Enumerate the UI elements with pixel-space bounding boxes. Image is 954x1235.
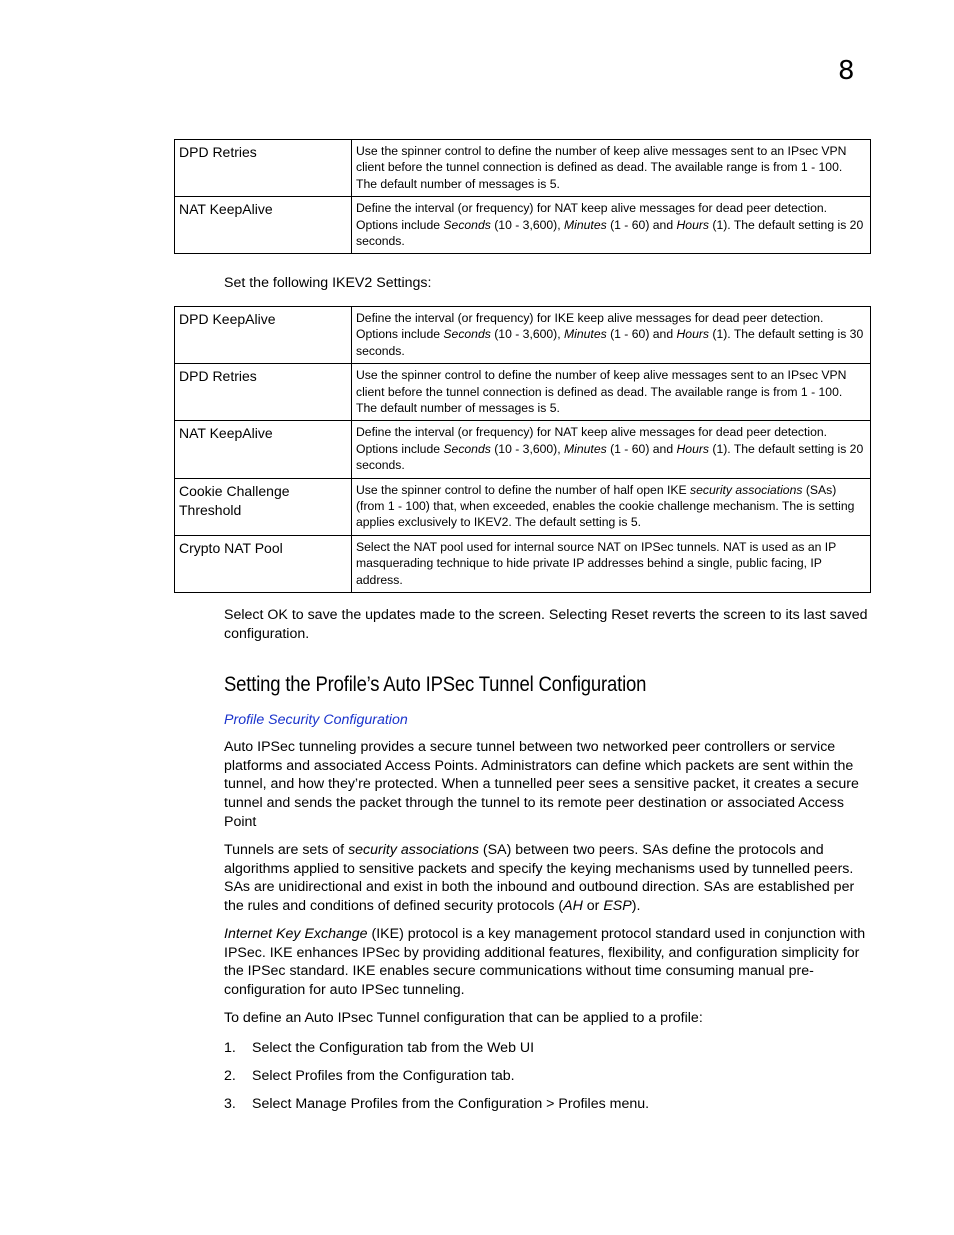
paragraph-define-intro: To define an Auto IPsec Tunnel configuration that can be applied to a profile: — [224, 1010, 703, 1026]
step-text: Select Profiles from the Configuration tab. — [252, 1068, 515, 1084]
paragraph-tunnels: Tunnels are sets of security associations (SA) between two peers. SAs define the protocols and algorithms applied to sensitive packets and specify the keying mechanisms used by tunnelled peers. SAs are unidirectional and exist in both the inbound and outbound direction. SAs are established per the rules and conditions of defined security protocols (AH or ESP). — [224, 842, 855, 915]
profile-security-configuration-link[interactable]: Profile Security Configuration — [224, 712, 408, 728]
settings-table-1 — [174, 139, 871, 254]
term-cell: Crypto NAT Pool — [175, 535, 352, 592]
term-cell: DPD Retries — [175, 364, 352, 421]
definition-cell: Select the NAT pool used for internal source NAT on IPSec tunnels. NAT is used as an IP masquerading technique to hide private IP addresses behind a single, public facing, IP address. — [352, 535, 871, 592]
definition-cell: Define the interval (or frequency) for IKE keep alive messages for dead peer detection. Options include Seconds (10 - 3,600), Minutes (1 - 60) and Hours (1). The default setting is 30 seconds. — [352, 307, 871, 364]
table-row — [175, 535, 871, 592]
term-cell: DPD Retries — [175, 140, 352, 197]
definition-cell: Use the spinner control to define the number of keep alive messages sent to an IPsec VPN client before the tunnel connection is defined as dead. The available range is from 1 - 100. The default number of messages is 5. — [352, 140, 871, 197]
table-row — [175, 478, 871, 535]
paragraph-auto-ipsec: Auto IPSec tunneling provides a secure tunnel between two networked peer controllers or service platforms and associated Access Points. Administrators can define which packets are sent within the tunnel, and how they’re protected. When a tunnelled peer sees a sensitive packet, it creates a secure tunnel and sends the packet through the tunnel to its remote peer destination or associated Access Point — [224, 739, 859, 830]
step-text: Select the Configuration tab from the Web UI — [252, 1040, 535, 1056]
definition-cell: Use the spinner control to define the number of keep alive messages sent to an IPsec VPN client before the tunnel connection is defined as dead. The available range is from 1 - 100. The default number of messages is 5. — [352, 364, 871, 421]
table-row — [175, 364, 871, 421]
table-row — [175, 307, 871, 364]
section-heading: Setting the Profile’s Auto IPSec Tunnel Configuration — [224, 672, 647, 696]
table-row — [175, 421, 871, 478]
step-number: 3. — [224, 1096, 236, 1112]
term-cell: NAT KeepAlive — [175, 421, 352, 478]
term-cell: Cookie Challenge Threshold — [175, 478, 352, 535]
term-cell: NAT KeepAlive — [175, 197, 352, 254]
table-row — [175, 197, 871, 254]
table-row — [175, 140, 871, 197]
step-text: Select Manage Profiles from the Configuration > Profiles menu. — [252, 1096, 650, 1112]
definition-cell: Define the interval (or frequency) for NAT keep alive messages for dead peer detection. Options include Seconds (10 - 3,600), Minutes (1 - 60) and Hours (1). The default setting is 20 seconds. — [352, 421, 871, 478]
ikev2-intro: Set the following IKEV2 Settings: — [224, 275, 432, 291]
paragraph-ike: Internet Key Exchange (IKE) protocol is a key management protocol standard used in conjunction with IPSec. IKE enhances IPSec by providing additional features, flexibility, and configuration simplicity for the IPSec standard. IKE enables secure communications without time consuming manual pre-configuration for auto IPSec tunneling. — [224, 926, 866, 999]
step-number: 1. — [224, 1040, 236, 1056]
select-ok-note: Select OK to save the updates made to the screen. Selecting Reset reverts the screen to its last saved configuration. — [224, 607, 868, 642]
term-cell: DPD KeepAlive — [175, 307, 352, 364]
definition-cell: Use the spinner control to define the number of half open IKE security associations (SAs) (from 1 - 100) that, when exceeded, enables the cookie challenge mechanism. The is setting applies exclusively to IKEV2. The default setting is 5. — [352, 478, 871, 535]
step-number: 2. — [224, 1068, 236, 1084]
ikev2-settings-table — [174, 306, 871, 593]
definition-cell: Define the interval (or frequency) for NAT keep alive messages for dead peer detection. Options include Seconds (10 - 3,600), Minutes (1 - 60) and Hours (1). The default setting is 20 seconds. — [352, 197, 871, 254]
chapter-number: 8 — [838, 56, 855, 86]
